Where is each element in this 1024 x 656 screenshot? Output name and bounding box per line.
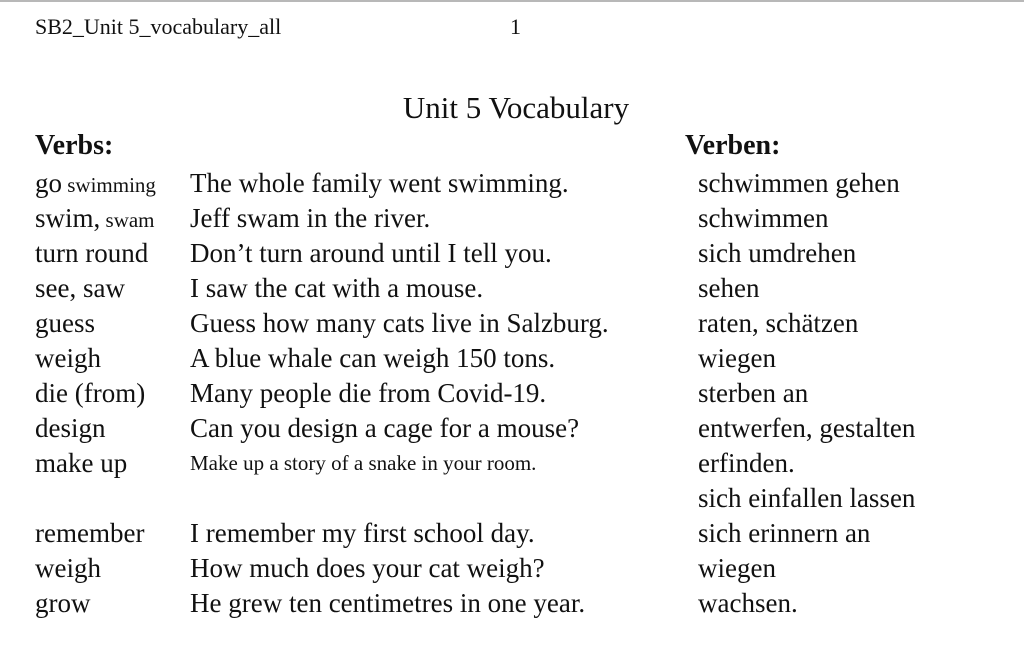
example-sentence: I remember my first school day. (190, 518, 535, 548)
german-translation: raten, schätzen (698, 308, 859, 338)
german-translation: sich erinnern an (698, 518, 871, 548)
vocab-row (0, 446, 1024, 481)
english-word: see, saw (35, 273, 125, 303)
german-translation: wiegen (698, 553, 776, 583)
example-sentence: I saw the cat with a mouse. (190, 273, 484, 303)
vocab-row (0, 306, 1024, 341)
vocab-row (0, 411, 1024, 446)
english-word: weigh (35, 553, 101, 583)
top-border (0, 0, 1024, 2)
german-translation: sich umdrehen (698, 238, 857, 268)
example-sentence: Don’t turn around until I tell you. (190, 238, 552, 268)
english-column-heading: Verbs: (35, 130, 114, 161)
page-number: 1 (510, 14, 521, 39)
german-column-heading: Verben: (685, 130, 781, 161)
example-sentence: Make up a story of a snake in your room. (190, 451, 537, 475)
english-word: grow (35, 588, 91, 618)
english-word: make up (35, 448, 128, 478)
vocab-row (0, 341, 1024, 376)
vocab-row (0, 516, 1024, 551)
vocab-row (0, 376, 1024, 411)
example-sentence: He grew ten centimetres in one year. (190, 588, 586, 618)
german-translation: wiegen (698, 343, 776, 373)
vocab-row (0, 271, 1024, 306)
example-sentence: Many people die from Covid-19. (190, 378, 547, 408)
vocab-row (0, 236, 1024, 271)
german-translation: wachsen. (698, 588, 798, 618)
example-sentence: Jeff swam in the river. (190, 203, 431, 233)
page-title: Unit 5 Vocabulary (402, 90, 630, 125)
vocab-row (0, 586, 1024, 621)
english-word: turn round (35, 238, 149, 268)
document-filename: SB2_Unit 5_vocabulary_all (35, 14, 282, 39)
vocab-row (0, 481, 1024, 516)
example-sentence: A blue whale can weigh 150 tons. (190, 343, 556, 373)
example-sentence: The whole family went swimming. (190, 168, 569, 198)
example-sentence: Can you design a cage for a mouse? (190, 413, 580, 443)
english-word: design (35, 413, 106, 443)
german-translation: sich einfallen lassen (698, 483, 916, 513)
example-sentence: How much does your cat weigh? (190, 553, 545, 583)
english-word: remember (35, 518, 145, 548)
german-translation: schwimmen (698, 203, 829, 233)
german-translation: entwerfen, gestalten (698, 413, 916, 443)
english-word: die (from) (35, 378, 146, 408)
german-translation: schwimmen gehen (698, 168, 900, 198)
german-translation: sterben an (698, 378, 809, 408)
example-sentence: Guess how many cats live in Salzburg. (190, 308, 609, 338)
english-word: go swimming (35, 168, 156, 198)
english-word: swim, swam (35, 203, 155, 233)
vocab-row (0, 551, 1024, 586)
german-translation: sehen (698, 273, 760, 303)
english-word: guess (35, 308, 95, 338)
vocab-row (0, 201, 1024, 236)
vocab-row (0, 166, 1024, 201)
vocabulary-list (0, 166, 1024, 621)
english-word: weigh (35, 343, 101, 373)
german-translation: erfinden. (698, 448, 795, 478)
